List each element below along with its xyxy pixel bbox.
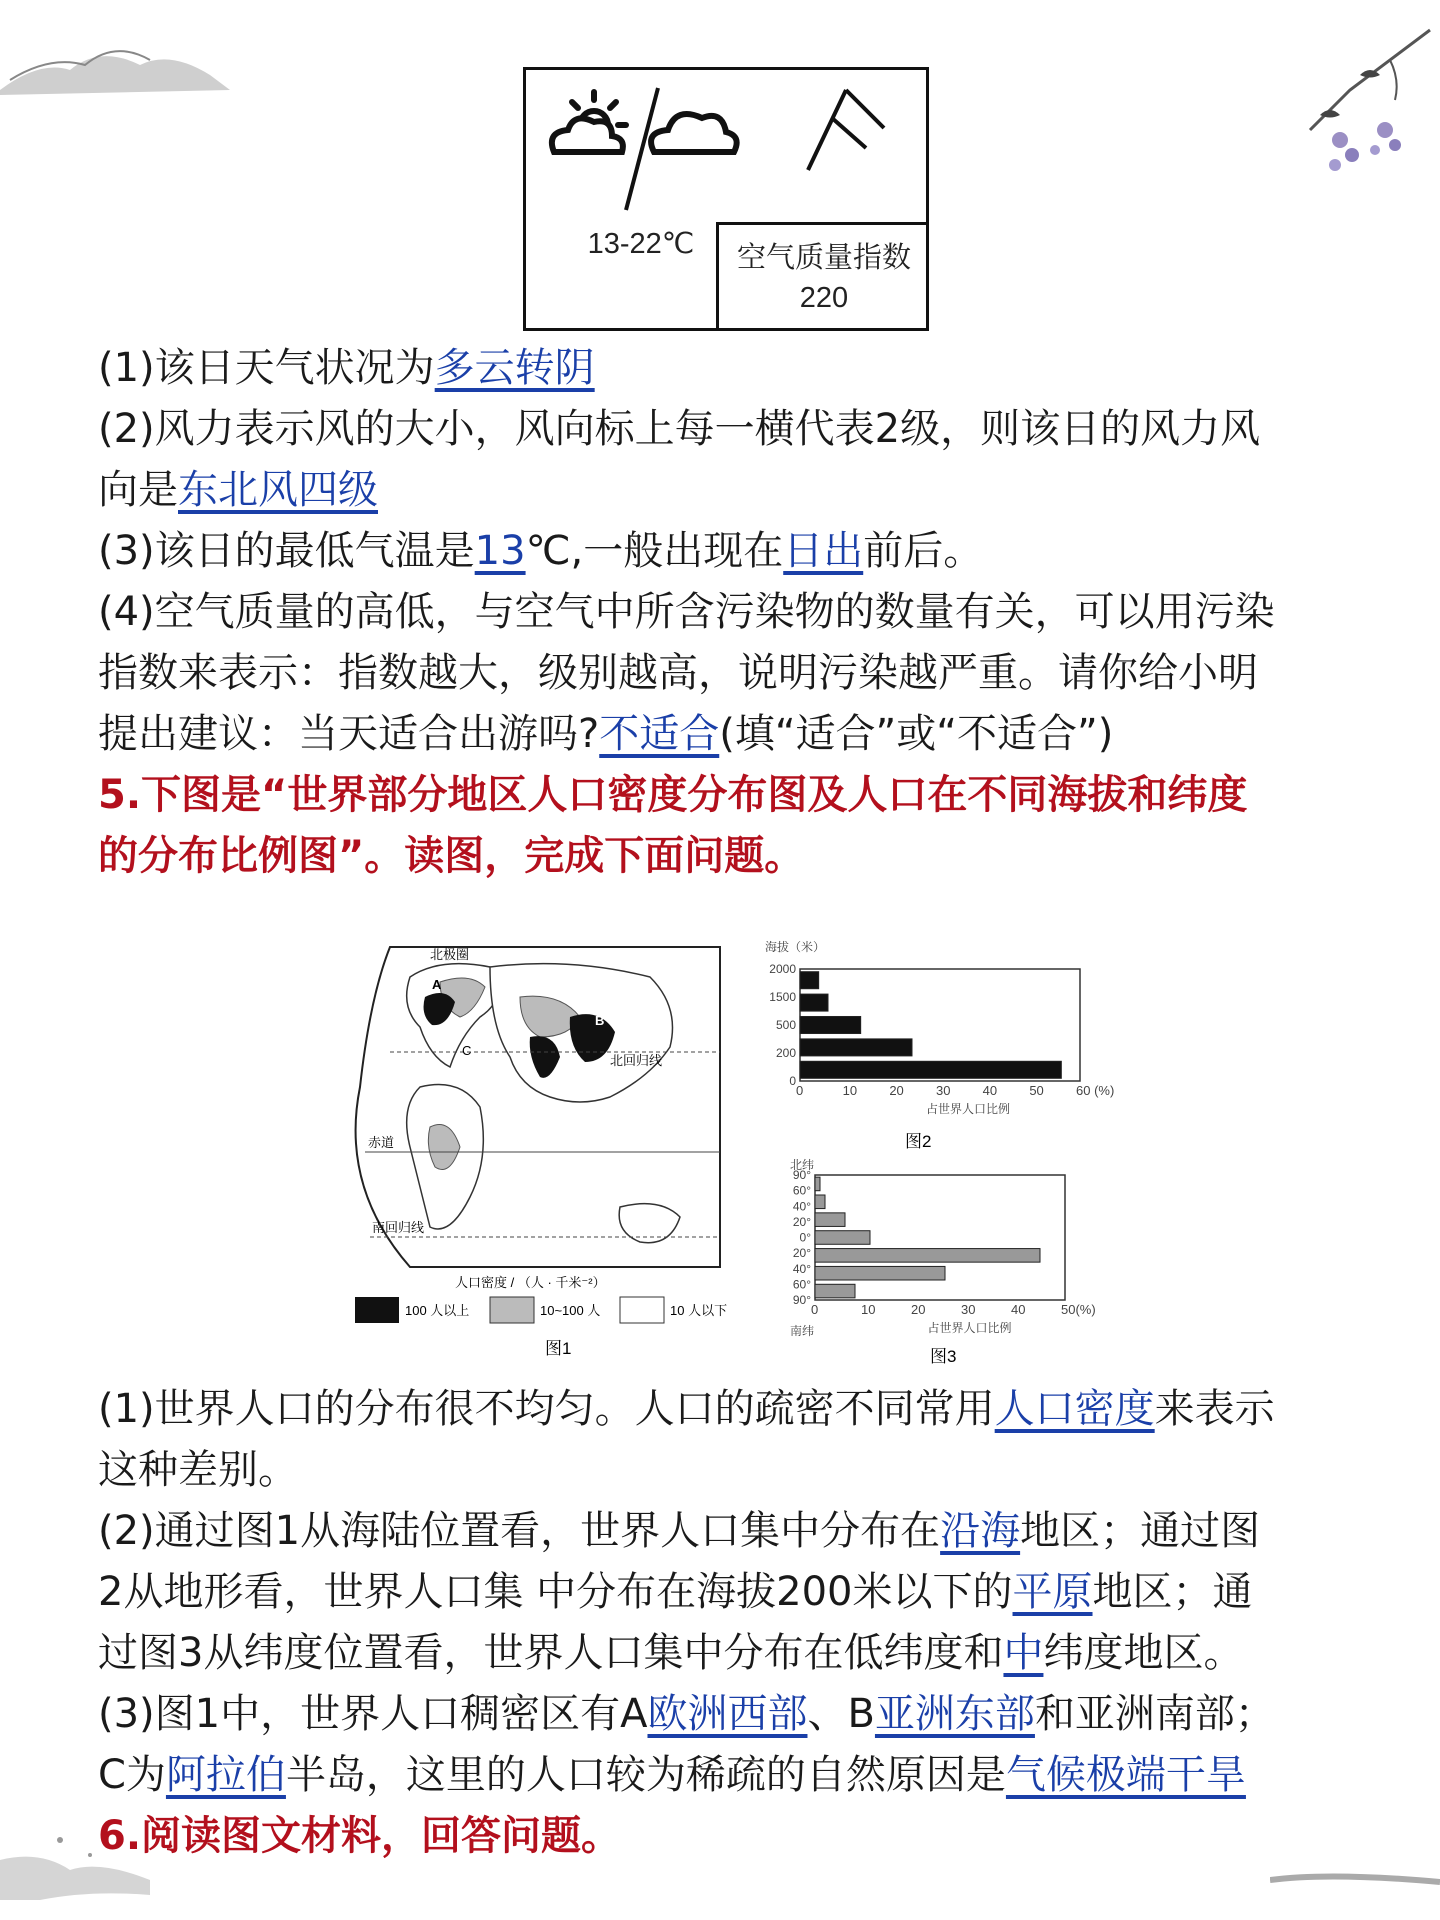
answer-weather: 多云转阴 — [434, 345, 595, 391]
aqi-value: 220 — [799, 282, 849, 314]
bar-200 — [800, 1039, 912, 1056]
label-equator: 赤道 — [368, 1135, 395, 1150]
x-tick-label: 10 — [842, 1083, 858, 1098]
q4-part2: (2)风力表示风的大小，风向标上每一横代表2级，则该日的风力风 — [98, 406, 1261, 452]
y-tick-label: 200 — [775, 1046, 796, 1060]
fig3-chart — [790, 1157, 1096, 1338]
x-tick-label: 0 — [811, 1302, 819, 1317]
y-tick-label: 500 — [775, 1018, 796, 1032]
q5-part3: (3)图1中，世界人口稠密区有A欧洲西部、B亚洲东部和亚洲南部； — [98, 1691, 1275, 1737]
y-tick-label: 40° — [792, 1199, 811, 1214]
x-tick-label: 50 — [1029, 1083, 1044, 1098]
y-tick-label: 20° — [792, 1214, 811, 1229]
x-tick-label: 40 — [1011, 1302, 1026, 1317]
answer-plain: 平原 — [1012, 1569, 1093, 1615]
answer-coastal: 沿海 — [940, 1508, 1021, 1554]
bar-500 — [800, 1016, 861, 1033]
y-tick-label: 0 — [789, 1074, 796, 1088]
y-axis-top-label: 北纬 — [790, 1158, 815, 1172]
label-a: A — [432, 977, 442, 992]
answer-arabia: 阿拉伯 — [165, 1752, 286, 1798]
y-axis-bottom-label: 南纬 — [790, 1324, 815, 1338]
bar-0 — [800, 1061, 1061, 1078]
x-axis-label: 占世界人口比例 — [927, 1321, 1012, 1335]
legend-dense: 100 人以上 — [405, 1303, 470, 1318]
y-tick-label: 60° — [792, 1277, 811, 1292]
fig2-caption: 图2 — [905, 1132, 932, 1151]
x-tick-label: 0 — [796, 1083, 804, 1098]
y-tick-label: 1500 — [769, 990, 796, 1004]
bar-20°-0°N — [815, 1231, 870, 1245]
wind-barb-icon — [808, 90, 884, 170]
x-axis-label: 占世界人口比例 — [926, 1102, 1011, 1116]
y-tick-label: 20° — [792, 1246, 811, 1261]
answer-west-europe: 欧洲西部 — [647, 1691, 808, 1737]
bar-60°-40°N — [815, 1266, 945, 1280]
q5-part2: (2)通过图1从海陆位置看，世界人口集中分布在沿海地区；通过图 — [98, 1508, 1261, 1554]
partly-cloudy-icon — [552, 92, 626, 152]
label-tropic-south: 南回归线 — [372, 1220, 425, 1235]
answer-density: 人口密度 — [994, 1386, 1155, 1432]
legend-swatch-medium — [490, 1297, 534, 1323]
x-tick-label: 60 (%) — [1076, 1083, 1115, 1098]
legend-swatch-sparse — [620, 1297, 664, 1323]
population-figure-svg — [350, 937, 1130, 1367]
answer-east-asia: 亚洲东部 — [874, 1691, 1035, 1737]
population-figure — [350, 937, 1130, 1371]
x-tick-label: 10 — [861, 1302, 876, 1317]
label-tropic-north: 北回归线 — [610, 1053, 663, 1068]
answer-min-temp: 13 — [474, 528, 526, 574]
bar-2000 — [800, 972, 819, 989]
y-tick-label: 60° — [792, 1183, 811, 1198]
bar-90°-60°N — [815, 1284, 855, 1298]
q4-part3: (3)该日的最低气温是13℃,一般出现在日出前后。 — [98, 528, 984, 574]
question-6-title: 6.阅读图文材料，回答问题。 — [98, 1813, 622, 1859]
x-tick-label: 40 — [982, 1083, 998, 1098]
y-axis-label: 海拔（米） — [765, 940, 826, 954]
x-tick-label: 30 — [936, 1083, 951, 1098]
question-5-title: 5.下图是“世界部分地区人口密度分布图及人口在不同海拔和纬度 — [98, 772, 1248, 818]
world-map — [356, 947, 720, 1267]
label-arctic: 北极圈 — [430, 947, 470, 962]
weather-symbol-box — [523, 67, 929, 331]
ink-mountain-decoration — [0, 20, 230, 110]
answer-wind: 东北风四级 — [178, 467, 378, 513]
bar-0°-20°S — [815, 1213, 845, 1227]
legend-swatch-dense — [355, 1297, 399, 1323]
legend-title: 人口密度 / （人 · 千米⁻²） — [455, 1275, 606, 1290]
question-4-parts: (1)该日天气状况为多云转阴 (2)风力表示风的大小，风向标上每一横代表2级，则该日的风力风 向是东北风四级 (3)该日的最低气温是13℃,一般出现在日出前后。 (4)空气质量的高低，与空气中所含污染物的数量有关，可以用污染 指数来表示：指数越大，级别越高，说明污染越严重。请你给小明 提出建议：当天适合出游吗?不适合(填“适合”或“不适合”) 5.下图是“世界部分地区人口密度分布图及人口在不同海拔和纬度 的分布比例图”。读图，完成下面问题。 — [98, 338, 1360, 887]
fig2-chart — [765, 939, 1114, 1116]
x-tick-label: 20 — [889, 1083, 904, 1098]
legend-medium: 10~100 人 — [540, 1303, 601, 1318]
q5-part1: (1)世界人口的分布很不均匀。人口的疏密不同常用人口密度来表示 — [98, 1386, 1275, 1432]
x-tick-label: 30 — [961, 1302, 976, 1317]
label-c: C — [462, 1043, 472, 1058]
ink-branch-decoration — [1290, 20, 1440, 190]
answer-mid: 中 — [1003, 1630, 1044, 1676]
legend-sparse: 10 人以下 — [670, 1303, 728, 1318]
cloudy-icon — [651, 114, 737, 152]
q4-part1: (1)该日天气状况为多云转阴 — [98, 345, 595, 391]
question-5-parts: (1)世界人口的分布很不均匀。人口的疏密不同常用人口密度来表示 这种差别。 (2)通过图1从海陆位置看，世界人口集中分布在沿海地区；通过图 2从地形看，世界人口集 中分布在海拔200米以下的平原地区；通 过图3从纬度位置看，世界人口集中分布在低纬度和中纬度地区。 (3)图1中，世界人口稠密区有A欧洲西部、B亚洲东部和亚洲南部； C为阿拉伯半岛，这里的人口较为稀疏的自然原因是气候极端干旱 6.阅读图文材料，回答问题。 — [98, 1379, 1360, 1867]
x-tick-label: 50(%) — [1061, 1302, 1096, 1317]
air-quality-box — [716, 222, 929, 331]
answer-time: 日出 — [783, 528, 864, 574]
y-tick-label: 90° — [792, 1293, 811, 1307]
aqi-label: 空气质量指数 — [736, 240, 911, 274]
q4-part4: (4)空气质量的高低，与空气中所含污染物的数量有关，可以用污染 — [98, 589, 1275, 635]
bar-20°-40°S — [815, 1195, 825, 1209]
answer-suitable: 不适合 — [599, 711, 720, 757]
y-tick-label: 40° — [792, 1261, 811, 1276]
y-tick-label: 2000 — [769, 962, 796, 976]
answer-arid: 气候极端干旱 — [1005, 1752, 1246, 1798]
label-b: B — [595, 1013, 605, 1028]
fig1-caption: 图1 — [545, 1339, 572, 1358]
temperature-range: 13-22℃ — [587, 228, 695, 260]
bar-1500 — [800, 994, 828, 1011]
x-tick-label: 20 — [911, 1302, 926, 1317]
y-tick-label: 0° — [799, 1230, 811, 1245]
y-tick-label: 90° — [792, 1168, 811, 1182]
bar-40°-60°S — [815, 1177, 820, 1191]
fig3-caption: 图3 — [930, 1347, 957, 1366]
bar-40°-20°N — [815, 1249, 1040, 1263]
